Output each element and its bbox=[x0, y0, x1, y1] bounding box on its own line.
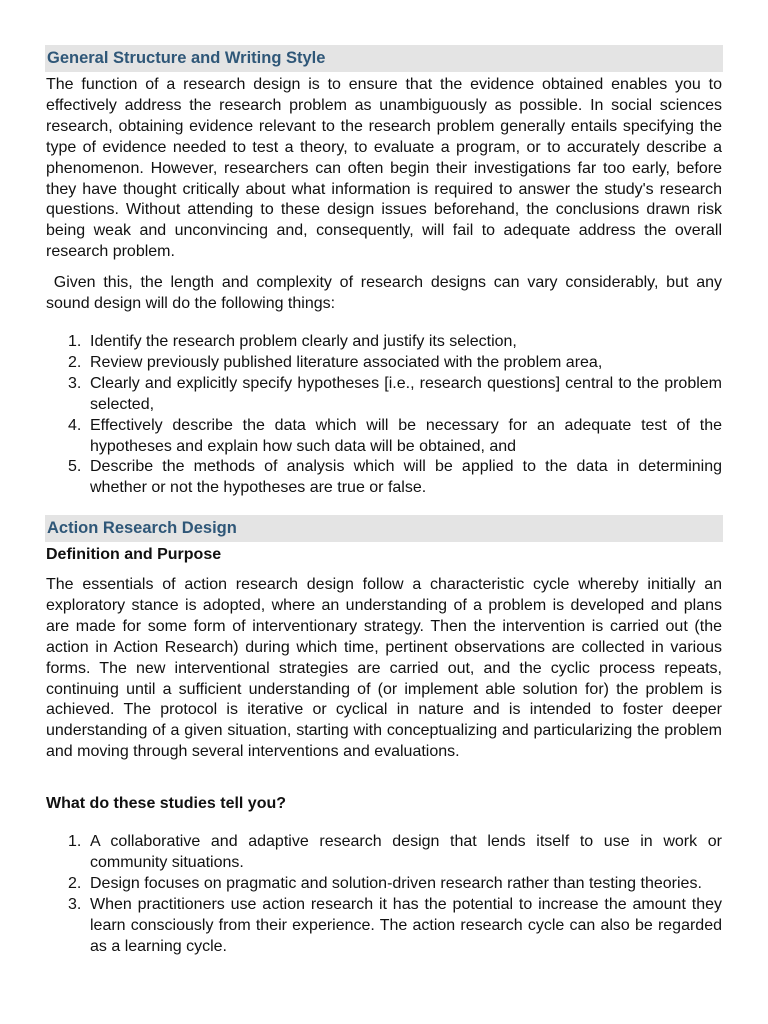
list-item-text: When practitioners use action research it has the potential to increase the amount they learn consciously from their experience. The action research cycle can also be regarded as a learning cycle. bbox=[90, 895, 722, 955]
list-item bbox=[46, 416, 722, 458]
list-number: 3. bbox=[68, 895, 82, 913]
list-item bbox=[46, 353, 722, 374]
list-item-text: Clearly and explicitly specify hypotheses [i.e., research questions] central to the problem selected, bbox=[90, 374, 722, 413]
list-item-text: Effectively describe the data which will be necessary for an adequate test of the hypotheses and explain how such data will be obtained, and bbox=[90, 416, 722, 455]
section-heading-action-research: Action Research Design bbox=[45, 515, 723, 542]
studies-benefits-list bbox=[46, 832, 722, 957]
list-item-text: Review previously published literature associated with the problem area, bbox=[90, 353, 603, 371]
paragraph-research-design-function: The function of a research design is to ensure that the evidence obtained enables you to effectively address the research problem as unambiguously as possible. In social sciences research, obtaining evidence relevant to the research problem generally entails specifying the type of evidence needed to test a theory, to evaluate a program, or to accurately describe a phenomenon. However, researchers can often begin their investigations far too early, before they have thought critically about what information is required to answer the study's research questions. Without attending to these design issues beforehand, the conclusions drawn risk being weak and unconvincing and, consequently, will fail to adequate address the overall research problem. bbox=[46, 76, 722, 261]
section-heading-general-structure: General Structure and Writing Style bbox=[45, 45, 723, 72]
list-item-text: A collaborative and adaptive research design that lends itself to use in work or community situations. bbox=[90, 833, 722, 871]
list-item bbox=[46, 457, 722, 499]
subheading-definition-purpose: Definition and Purpose bbox=[46, 546, 222, 563]
list-number: 2. bbox=[68, 874, 82, 892]
list-item bbox=[46, 832, 722, 874]
list-number: 4. bbox=[68, 416, 82, 434]
paragraph-given-this: Given this, the length and complexity of research designs can vary considerably, but any sound design will do the following things: bbox=[46, 274, 727, 312]
list-item bbox=[46, 895, 722, 958]
list-number: 2. bbox=[68, 353, 82, 371]
list-number: 5. bbox=[68, 458, 82, 476]
paragraph-action-research-essentials: The essentials of action research design follow a characteristic cycle whereby initially an exploratory stance is adopted, where an understanding of a problem is developed and plans are made for some form of interventionary strategy. Then the intervention is carried out (the action in Action Research) during which time, pertinent observations are collected in various forms. The new interventional strategies are carried out, and the cyclic process repeats, continuing until a sufficient understanding of (or implement able solution for) the problem is achieved. The protocol is iterative or cyclical in nature and is intended to foster deeper understanding of a given situation, starting with conceptualizing and particularizing the problem and moving through several interventions and evaluations. bbox=[46, 576, 722, 761]
list-item bbox=[46, 374, 722, 416]
list-item-text: Identify the research problem clearly and justify its selection, bbox=[90, 333, 517, 350]
list-item-text: Describe the methods of analysis which will be applied to the data in determining whether or not the hypotheses are true or false. bbox=[90, 458, 722, 497]
list-number: 1. bbox=[68, 833, 82, 850]
design-requirements-list bbox=[46, 332, 722, 499]
list-number: 3. bbox=[68, 374, 82, 392]
list-item bbox=[46, 874, 722, 895]
subheading-what-studies-tell: What do these studies tell you? bbox=[46, 795, 287, 812]
list-item bbox=[46, 332, 722, 353]
list-item-text: Design focuses on pragmatic and solution-driven research rather than testing theories. bbox=[90, 874, 702, 892]
list-number: 1. bbox=[68, 333, 82, 350]
